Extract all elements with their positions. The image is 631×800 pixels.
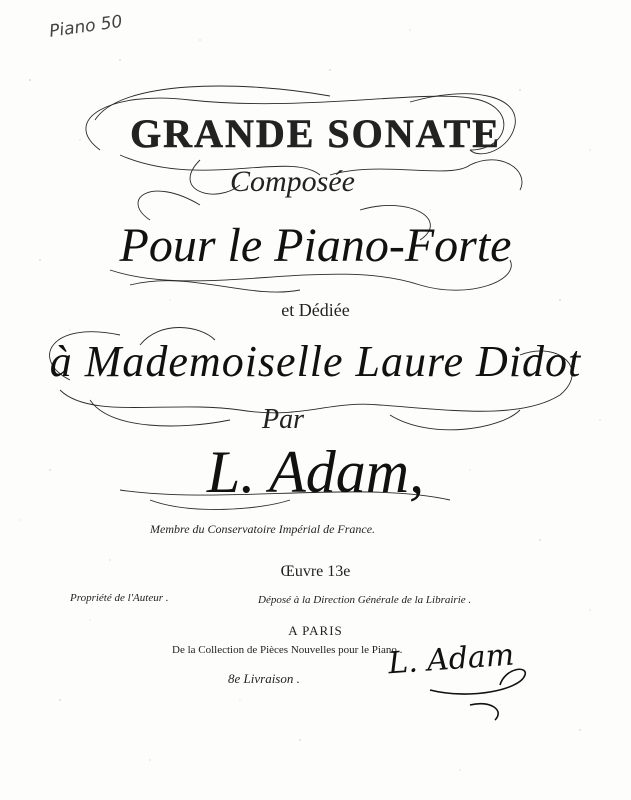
page-title: GRANDE SONATE — [130, 111, 501, 156]
opus-number: Œuvre 13e — [280, 563, 351, 580]
handwritten-signature: L. Adam — [386, 637, 516, 682]
by-label: Par — [262, 404, 304, 435]
installment-line: 8e Livraison . — [228, 671, 300, 686]
city-line: A PARIS — [288, 623, 343, 638]
composer-name: L. Adam, — [206, 439, 425, 505]
dedication-intro: et Dédiée — [281, 300, 350, 320]
handwritten-shelf-note: Piano 50 — [48, 11, 124, 42]
property-note: Propriété de l'Auteur . — [70, 592, 169, 604]
collection-line: De la Collection de Pièces Nouvelles pour le Piano . — [172, 644, 403, 656]
dedicatee-line: à Mademoiselle Laure Didot — [49, 337, 582, 386]
deposit-note: Déposé à la Direction Générale de la Librairie . — [258, 594, 472, 606]
subtitle-composee: Composée — [230, 165, 355, 198]
composer-title: Membre du Conservatoire Impérial de France. — [150, 522, 376, 536]
instrument-line: Pour le Piano-Forte — [119, 219, 512, 272]
